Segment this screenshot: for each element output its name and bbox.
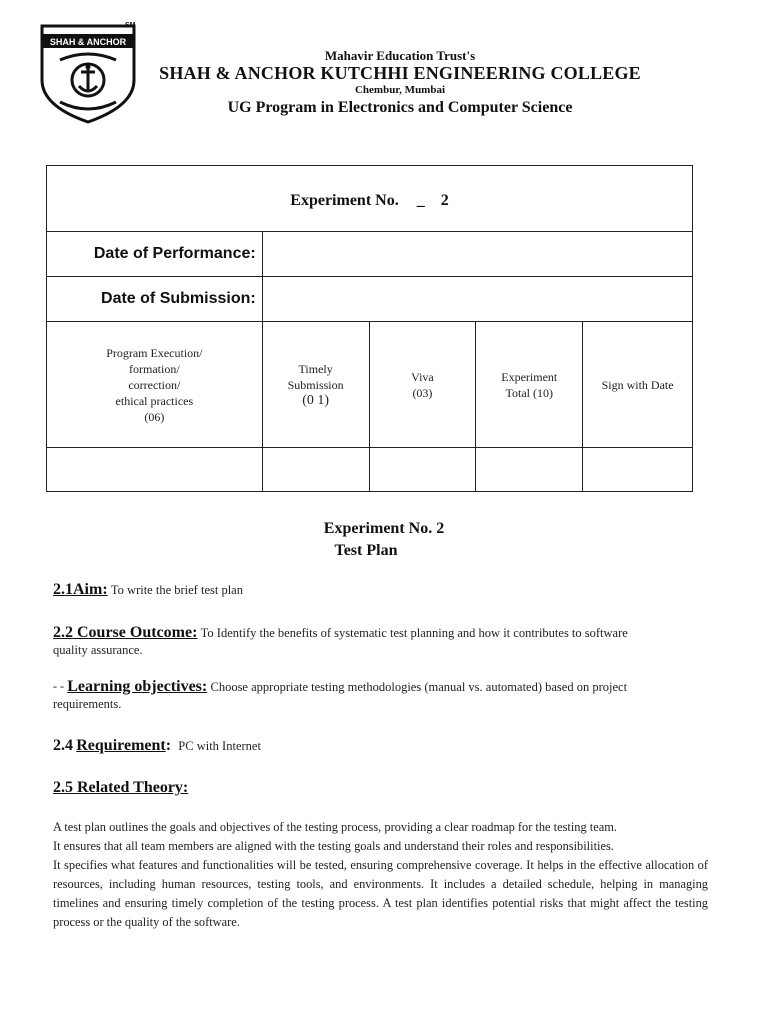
experiment-form-table bbox=[46, 165, 693, 492]
viva-mark[interactable] bbox=[369, 448, 476, 492]
viva-header: Viva (03) bbox=[369, 322, 476, 448]
theory-line2: It ensures that all team members are aligned with the testing goals and understand their roles and responsibilities. bbox=[53, 839, 614, 853]
experiment-title: Experiment No. 2 bbox=[323, 520, 445, 537]
outcome-text-line1: To Identify the benefits of systematic test planning and how it contributes to software bbox=[200, 626, 628, 640]
experiment-blank: _ bbox=[416, 191, 425, 209]
date-performance-label: Date of Performance: bbox=[47, 232, 263, 277]
objectives-text-line2: requirements. bbox=[53, 697, 122, 711]
sign-with-date-cell[interactable] bbox=[583, 448, 693, 492]
experiment-subtitle: Test Plan bbox=[334, 542, 398, 559]
logo-mark: SM bbox=[125, 22, 136, 29]
date-submission-field[interactable] bbox=[262, 277, 692, 322]
logo-text: SHAH & ANCHOR bbox=[49, 37, 127, 47]
requirement-section: 2.4 Requirement: PC with Internet bbox=[53, 737, 261, 754]
objectives-prefix: - - bbox=[53, 679, 64, 693]
experiment-label: Experiment No. bbox=[290, 191, 399, 209]
theory-heading: 2.5 Related Theory: bbox=[53, 779, 189, 796]
objectives-heading: Learning objectives: bbox=[67, 678, 208, 695]
requirement-number: 2.4 bbox=[53, 737, 73, 754]
trust-name: Mahavir Education Trust's bbox=[324, 48, 476, 63]
date-submission-label: Date of Submission: bbox=[47, 277, 263, 322]
college-logo bbox=[38, 20, 138, 124]
experiment-total-header: Experiment Total (10) bbox=[476, 322, 583, 448]
aim-heading: 2.1Aim: bbox=[53, 581, 108, 598]
college-name: SHAH & ANCHOR KUTCHHI ENGINEERING COLLEGE bbox=[159, 63, 641, 83]
objectives-text-line1: Choose appropriate testing methodologies (manual vs. automated) based on project bbox=[210, 680, 628, 694]
aim-section bbox=[53, 581, 708, 599]
theory-section bbox=[53, 779, 708, 796]
program-execution-header: Program Execution/ formation/ correction/ ethical practices (06) bbox=[47, 322, 263, 448]
theory-paragraph: It specifies what features and functionalities will be tested, ensuring comprehensive coverage. It helps in the effective allocation of resources, including human resources, testing tools, and environments. It includes a detailed schedule, helping in managing timelines and ensuring timely completion of the testing process. A test plan identifies potential risks that might affect the testing process or the quality of the software. bbox=[53, 858, 708, 929]
sign-with-date-header: Sign with Date bbox=[583, 322, 693, 448]
experiment-number-cell bbox=[47, 166, 693, 232]
aim-text: To write the brief test plan bbox=[110, 583, 243, 597]
college-location: Chembur, Mumbai bbox=[354, 84, 446, 96]
theory-line1: A test plan outlines the goals and objectives of the testing process, providing a clear roadmap for the testing team. bbox=[53, 820, 617, 834]
timely-submission-header: Timely Submission (0 1) bbox=[262, 322, 369, 448]
outcome-heading: 2.2 Course Outcome: bbox=[53, 624, 198, 641]
outcome-text-line2: quality assurance. bbox=[53, 643, 143, 657]
timely-submission-mark[interactable] bbox=[262, 448, 369, 492]
program-execution-mark[interactable] bbox=[47, 448, 263, 492]
requirement-text: PC with Internet bbox=[178, 739, 261, 753]
learning-objectives-section bbox=[53, 678, 708, 713]
experiment-number: 2 bbox=[440, 191, 449, 209]
experiment-total-mark[interactable] bbox=[476, 448, 583, 492]
theory-body bbox=[53, 818, 708, 932]
program-name: UG Program in Electronics and Computer Science bbox=[227, 99, 573, 116]
requirement-heading: Requirement bbox=[76, 737, 166, 754]
date-performance-field[interactable] bbox=[262, 232, 692, 277]
course-outcome-section bbox=[53, 624, 708, 659]
